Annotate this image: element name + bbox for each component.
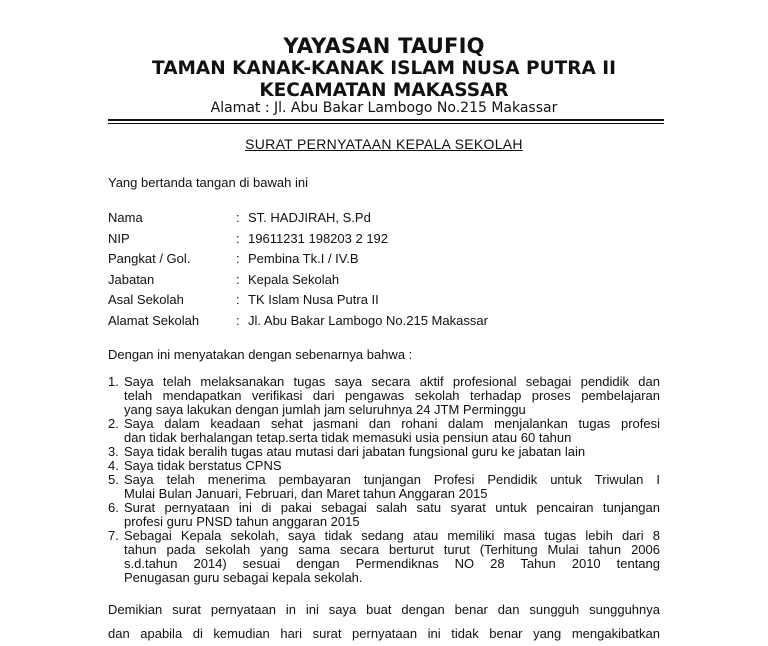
- identity-colon: :: [236, 292, 240, 308]
- identity-label: Jabatan: [108, 271, 155, 287]
- closing-line: dan apabila di kemudian hari surat pernyataan ini tidak benar yang mengakibatkan: [108, 626, 660, 641]
- item-number: 4.: [108, 458, 119, 473]
- identity-value: Jl. Abu Bakar Lambogo No.215 Makassar: [248, 312, 488, 328]
- identity-row: [108, 211, 668, 232]
- item-line: telah mendapatkan verifikasi dari pengawas sekolah terhadap proses pembelajaran: [124, 388, 660, 403]
- identity-colon: :: [236, 230, 240, 246]
- list-item: [108, 417, 660, 445]
- identity-row: [108, 314, 668, 335]
- item-number: 2.: [108, 416, 119, 431]
- item-line: Saya tidak beralih tugas atau mutasi dari jabatan fungsional guru ke jabatan lain: [124, 444, 586, 459]
- identity-value: Kepala Sekolah: [248, 271, 340, 287]
- list-item: [108, 375, 660, 417]
- item-text: [124, 459, 660, 473]
- identity-colon: :: [236, 312, 240, 328]
- item-text: [124, 529, 660, 585]
- closing-paragraph: [108, 598, 660, 646]
- letterhead-divider-thick: [108, 119, 664, 121]
- identity-label: Pangkat / Gol.: [108, 251, 191, 267]
- school-address: Alamat : Jl. Abu Bakar Lambogo No.215 Makassar: [210, 100, 558, 116]
- identity-label: Nama: [108, 210, 143, 225]
- item-line: Saya dalam keadaan sehat jasmani dan rohani dalam menjalankan tugas profesi: [124, 416, 660, 431]
- item-line: tahun pada sekolah yang sama secara berturut turut (Terhitung Mulai tahun 2006: [124, 542, 660, 557]
- item-line: profesi guru PNSD tahun anggaran 2015: [124, 514, 360, 529]
- item-number: 3.: [108, 444, 119, 459]
- identity-colon: :: [236, 271, 240, 287]
- list-item: [108, 501, 660, 529]
- item-line: Saya telah menerima pembayaran tunjangan Profesi Pendidik untuk Triwulan I: [124, 472, 660, 487]
- school-name: TAMAN KANAK-KANAK ISLAM NUSA PUTRA II: [152, 58, 616, 79]
- item-line: Penugasan guru sebagai kepala sekolah.: [124, 570, 363, 585]
- foundation-name: YAYASAN TAUFIQ: [283, 34, 485, 58]
- identity-value: ST. HADJIRAH, S.Pd: [248, 210, 371, 225]
- identity-row: [108, 273, 668, 294]
- item-line: Sebagai Kepala sekolah, saya tidak sedang atau memiliki masa tugas lebih dari 8: [124, 528, 660, 543]
- item-number: 7.: [108, 528, 119, 543]
- identity-value: TK Islam Nusa Putra II: [248, 292, 379, 308]
- identity-label: Asal Sekolah: [108, 292, 184, 308]
- list-item: [108, 459, 660, 473]
- item-line: Saya telah melaksanakan tugas saya secara aktif profesional sebagai pendidik dan: [124, 374, 660, 389]
- item-text: [124, 375, 660, 417]
- identity-colon: :: [236, 210, 240, 225]
- identity-value: 19611231 198203 2 192: [248, 230, 389, 246]
- item-text: [124, 417, 660, 445]
- item-number: 6.: [108, 500, 119, 515]
- statement-text: Dengan ini menyatakan dengan sebenarnya bahwa :: [108, 347, 413, 362]
- document-title: SURAT PERNYATAAN KEPALA SEKOLAH: [245, 136, 523, 152]
- item-number: 5.: [108, 472, 119, 487]
- item-line: Surat pernyataan ini di pakai sebagai salah satu syarat untuk pencairan tunjangan: [124, 500, 660, 515]
- item-text: [124, 473, 660, 501]
- item-number: 1.: [108, 374, 119, 389]
- item-line: yang saya lakukan dengan jumlah jam seluruhnya 24 JTM Perminggu: [124, 402, 526, 417]
- item-text: [124, 501, 660, 529]
- list-item: [108, 473, 660, 501]
- letterhead-divider-thin: [108, 123, 664, 124]
- item-text: [124, 445, 660, 459]
- item-line: Mulai Bulan Januari, Februari, dan Maret tahun Anggaran 2015: [124, 486, 488, 501]
- item-line: dan tidak berhalangan tetap.serta tidak memasuki usia pensiun atau 60 tahun: [124, 430, 572, 445]
- identity-value: Pembina Tk.I / IV.B: [248, 251, 359, 267]
- statement-list: [108, 375, 660, 585]
- item-line: s.d.tahun 2014) sesuai dengan Permendiknas NO 28 Tahun 2010 tentang: [124, 556, 660, 571]
- intro-text: Yang bertanda tangan di bawah ini: [108, 175, 308, 190]
- identity-row: [108, 252, 668, 273]
- identity-label: NIP: [108, 230, 130, 246]
- identity-table: [108, 211, 668, 335]
- closing-line: Demikian surat pernyataan in ini saya buat dengan benar dan sungguh sungguhnya: [108, 602, 660, 617]
- item-line: Saya tidak berstatus CPNS: [124, 458, 282, 473]
- district-name: KECAMATAN MAKASSAR: [259, 80, 509, 101]
- identity-colon: :: [236, 251, 240, 267]
- identity-label: Alamat Sekolah: [108, 312, 200, 328]
- identity-row: [108, 232, 668, 253]
- identity-row: [108, 293, 668, 314]
- list-item: [108, 445, 660, 459]
- list-item: [108, 529, 660, 585]
